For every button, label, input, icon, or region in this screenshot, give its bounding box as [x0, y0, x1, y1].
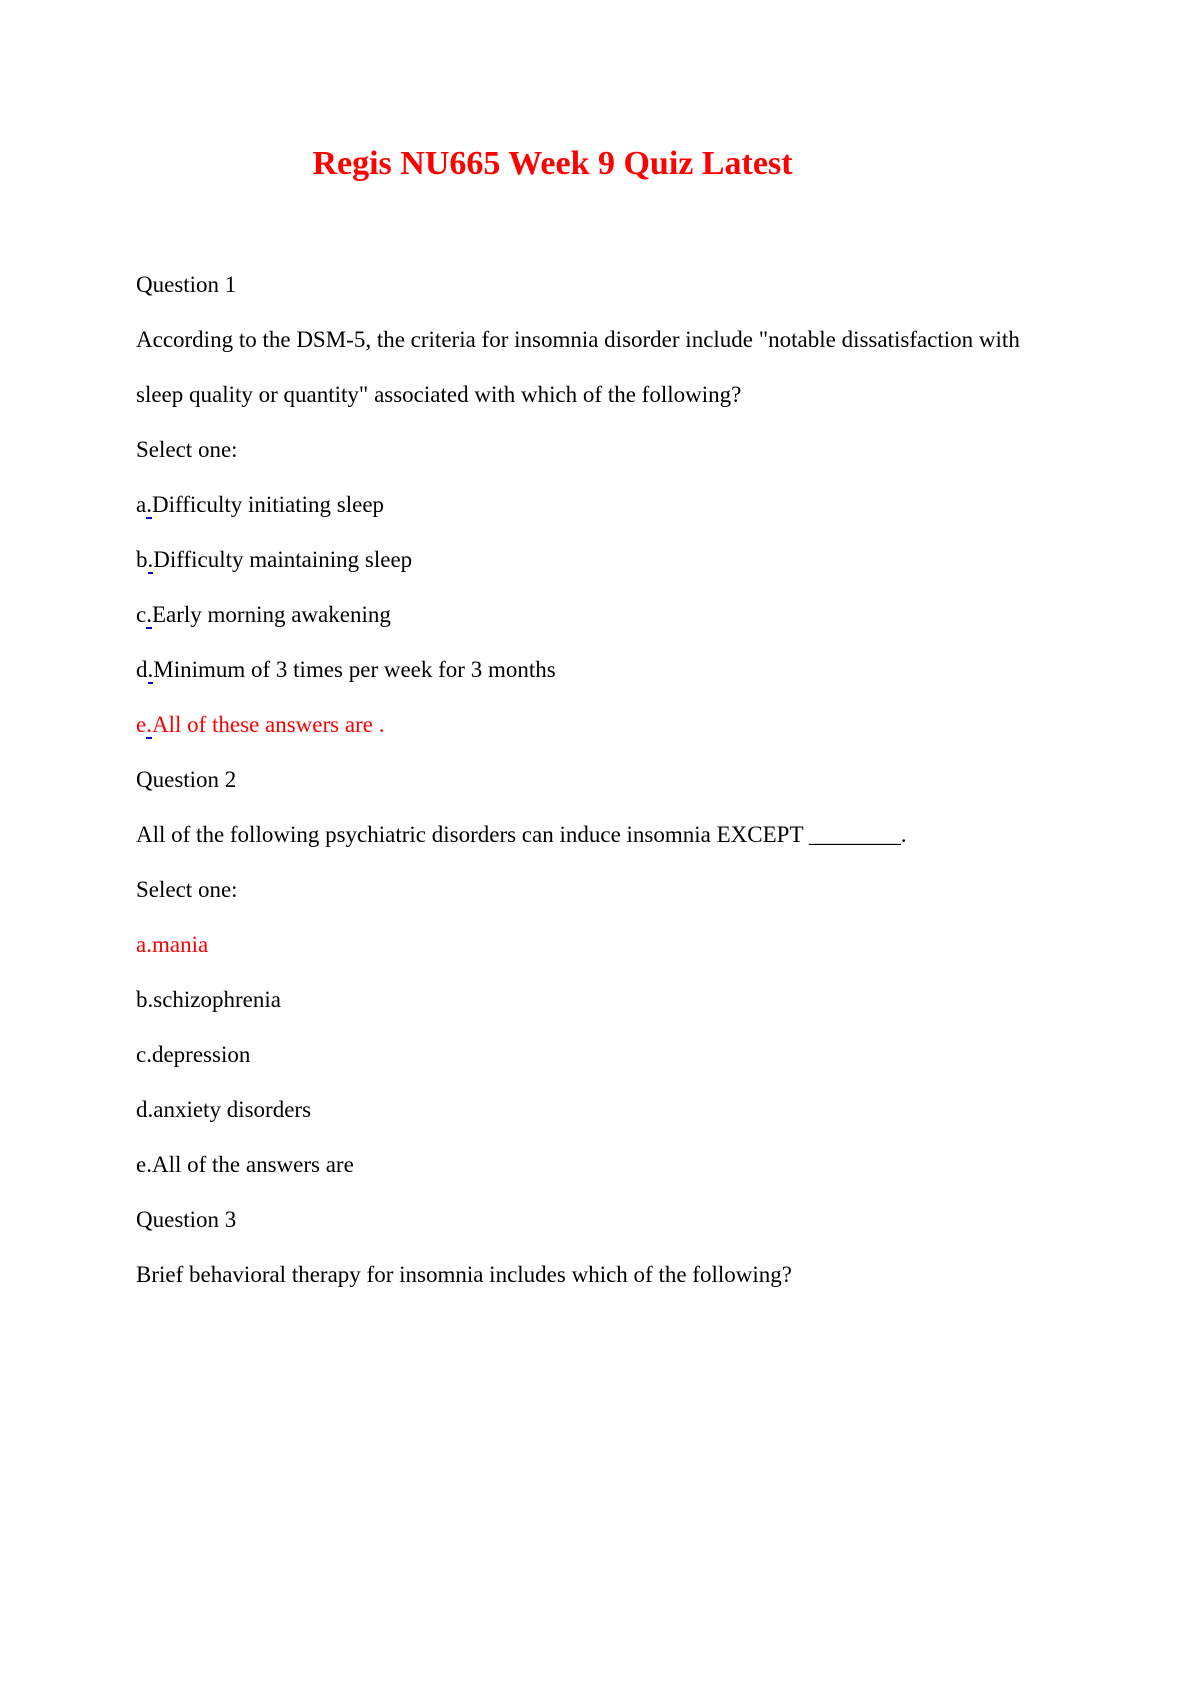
option-period-underlined: .	[146, 492, 152, 517]
option-letter: d	[136, 1097, 148, 1122]
question-2-option-e	[136, 1137, 1071, 1192]
option-text: anxiety disorders	[153, 1097, 312, 1122]
option-period: .	[146, 1042, 152, 1067]
question-1-select-label: Select one:	[136, 437, 238, 462]
document-content	[136, 144, 1071, 1302]
page-title: Regis NU665 Week 9 Quiz Latest	[312, 145, 793, 182]
question-2-option-a-answer	[136, 917, 1071, 972]
option-period-underlined: .	[147, 547, 154, 572]
question-2-option-b	[136, 972, 1071, 1027]
question-1-option-a	[136, 477, 1071, 532]
option-text: All of the answers are	[151, 1152, 354, 1177]
question-1-label: Question 1	[136, 272, 237, 297]
option-period: .	[147, 1097, 154, 1122]
option-letter: b	[136, 547, 148, 572]
option-letter: a	[136, 492, 147, 517]
question-2-label: Question 2	[136, 767, 237, 792]
question-2-select-label: Select one:	[136, 877, 238, 902]
option-letter: c	[136, 1042, 147, 1067]
option-text: Minimum of 3 times per week for 3 months	[153, 657, 556, 682]
question-1-option-d	[136, 642, 1071, 697]
question-1-option-e-answer	[136, 697, 1071, 752]
option-text: schizophrenia	[153, 987, 281, 1012]
option-period: .	[147, 987, 154, 1012]
option-letter: d	[136, 657, 148, 682]
option-period: .	[146, 932, 152, 957]
question-3-label: Question 3	[136, 1207, 237, 1232]
question-2-option-d	[136, 1082, 1071, 1137]
option-letter: e	[136, 1152, 147, 1177]
option-letter: c	[136, 602, 147, 627]
question-1-option-b	[136, 532, 1071, 587]
option-period-underlined: .	[146, 602, 152, 627]
question-1-prompt: According to the DSM-5, the criteria for insomnia disorder include "notable dissatisfaction with sleep quality or quantity" associated with which of the following?	[136, 327, 1026, 407]
option-letter: e	[136, 712, 147, 737]
option-text: Difficulty maintaining sleep	[153, 547, 413, 572]
option-letter: a	[136, 932, 147, 957]
question-2-prompt: All of the following psychiatric disorders can induce insomnia EXCEPT ________.	[136, 822, 907, 847]
question-1-option-c	[136, 587, 1071, 642]
option-text: depression	[151, 1042, 251, 1067]
option-text: mania	[151, 932, 209, 957]
option-letter: b	[136, 987, 148, 1012]
option-text: Difficulty initiating sleep	[151, 492, 385, 517]
question-3-prompt: Brief behavioral therapy for insomnia includes which of the following?	[136, 1262, 792, 1287]
option-period: .	[146, 1152, 152, 1177]
option-period-underlined: .	[146, 712, 152, 737]
option-text: All of these answers are .	[151, 712, 385, 737]
option-period-underlined: .	[147, 657, 154, 682]
question-2-option-c	[136, 1027, 1071, 1082]
option-text: Early morning awakening	[151, 602, 391, 627]
